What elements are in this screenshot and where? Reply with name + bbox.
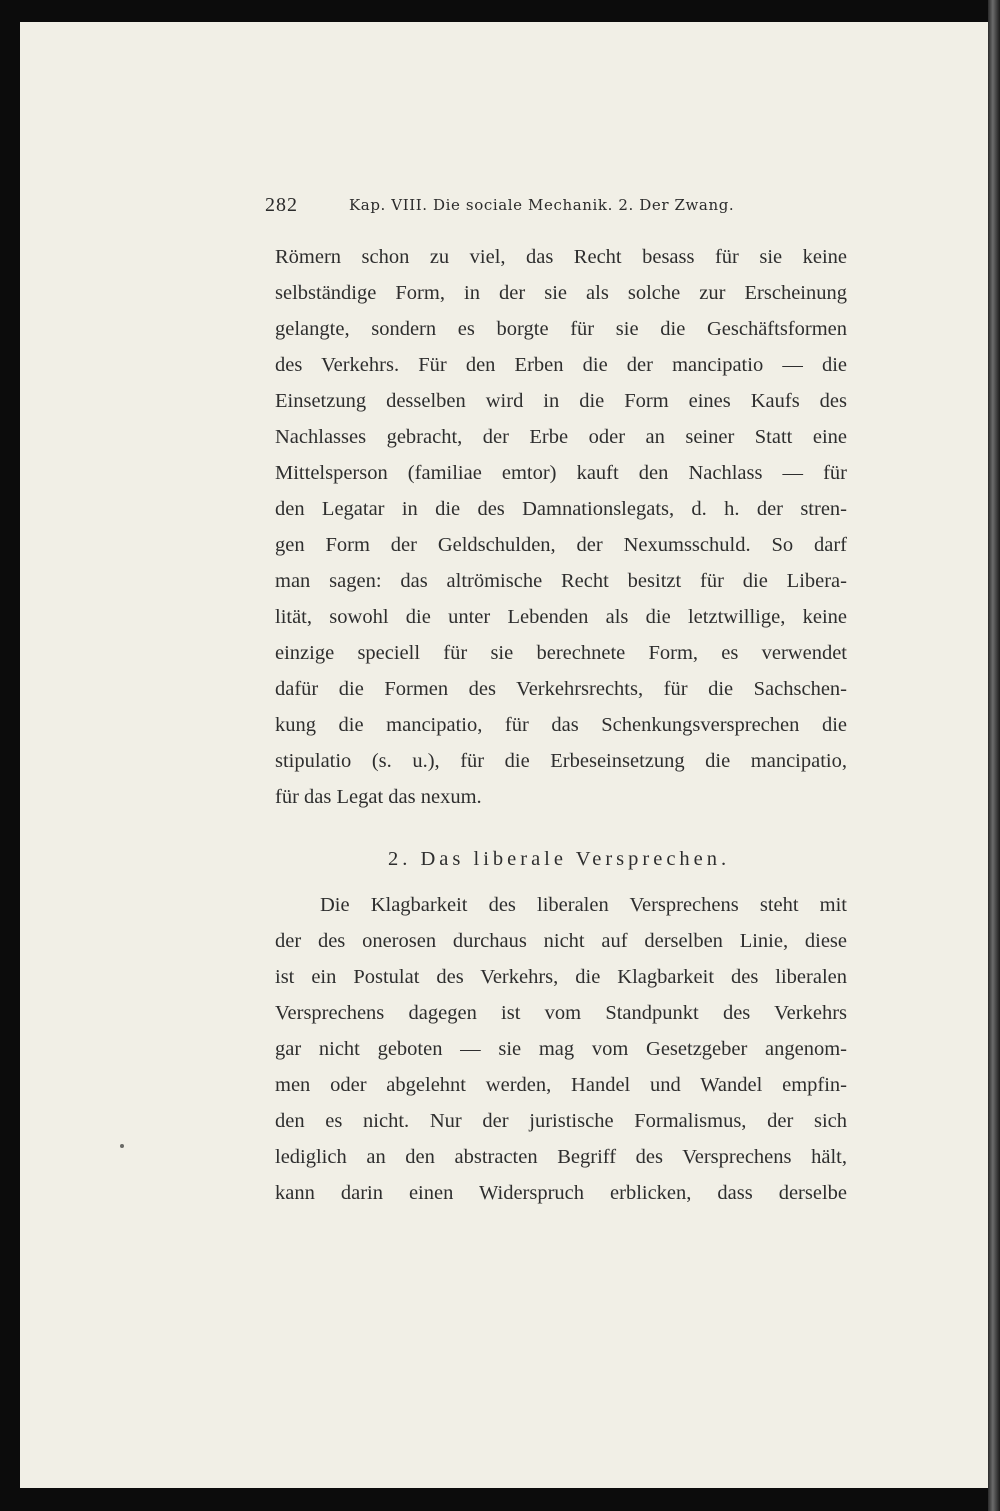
text-line: kung die mancipatio, für das Schenkungsversprechen die [275,714,847,736]
text-line: man sagen: das altrömische Recht besitzt für die Libera- [275,570,847,592]
text-line: gen Form der Geldschulden, der Nexumsschuld. So darf [275,534,847,556]
text-line: der des onerosen durchaus nicht auf derselben Linie, diese [275,930,847,952]
text-line: Nachlasses gebracht, der Erbe oder an seiner Statt eine [275,426,847,448]
text-line: lediglich an den abstracten Begriff des Versprechens hält, [275,1146,847,1168]
text-line: den es nicht. Nur der juristische Formalismus, der sich [275,1110,847,1132]
text-line: des Verkehrs. Für den Erben die der mancipatio — die [275,354,847,376]
text-line: gar nicht geboten — sie mag vom Gesetzgeber angenom- [275,1038,847,1060]
text-line: den Legatar in die des Damnationslegats, d. h. der stren- [275,498,847,520]
text-line: Römern schon zu viel, das Recht besass für sie keine [275,246,847,268]
text-line: men oder abgelehnt werden, Handel und Wandel empfin- [275,1074,847,1096]
text-line: stipulatio (s. u.), für die Erbeseinsetzung die mancipatio, [275,750,847,772]
text-line: für das Legat das nexum. [275,786,482,808]
text-line: kann darin einen Widerspruch erblicken, dass derselbe [275,1182,847,1204]
text-line: selbständige Form, in der sie als solche zur Erscheinung [275,282,847,304]
text-line: lität, sowohl die unter Lebenden als die letztwillige, keine [275,606,847,628]
page-header [265,192,865,222]
text-line: Versprechens dagegen ist vom Standpunkt des Verkehrs [275,1002,847,1024]
page-number: 282 [265,194,298,216]
text-line: dafür die Formen des Verkehrsrechts, für die Sachschen- [275,678,847,700]
text-line: einzige speciell für sie berechnete Form, es verwendet [275,642,847,664]
running-head: Kap. VIII. Die sociale Mechanik. 2. Der Zwang. [349,196,735,214]
page-edge-strip [988,0,1000,1511]
text-line: Die Klagbarkeit des liberalen Versprechens steht mit [320,894,847,916]
text-line: Einsetzung desselben wird in die Form eines Kaufs des [275,390,847,412]
section-heading: 2. Das liberale Versprechen. [388,848,731,870]
text-line: ist ein Postulat des Verkehrs, die Klagbarkeit des liberalen [275,966,847,988]
paper-speck [120,1144,124,1148]
text-line: gelangte, sondern es borgte für sie die Geschäftsformen [275,318,847,340]
text-line: Mittelsperson (familiae emtor) kauft den Nachlass — für [275,462,847,484]
